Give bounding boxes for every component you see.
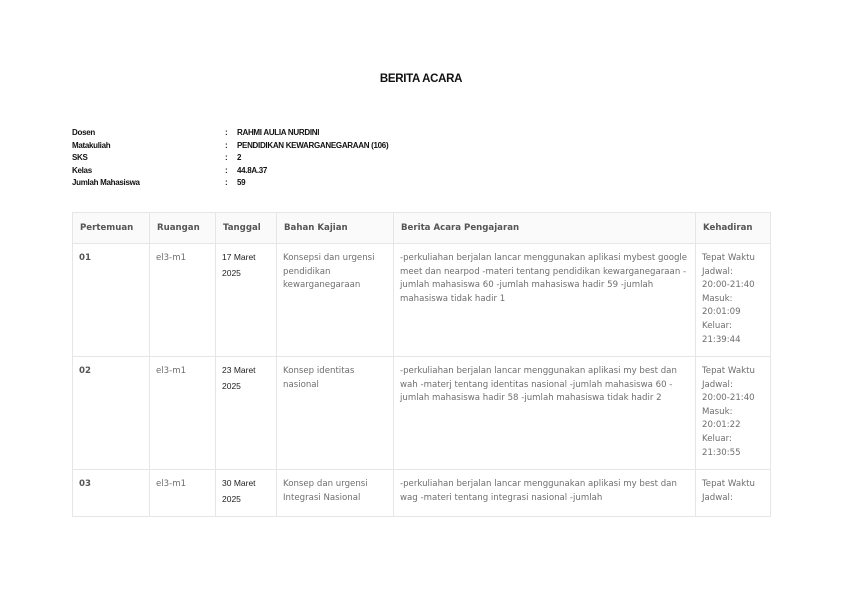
kehadiran-masuk: 20:01:09: [702, 307, 741, 318]
cell-tanggal: 17 Maret 2025: [216, 244, 277, 357]
info-label: Kelas: [72, 165, 92, 175]
info-row-kelas: [72, 165, 388, 178]
info-row-matakuliah: [72, 140, 388, 153]
info-row-sks: [72, 152, 388, 165]
kehadiran-keluar-label: Keluar:: [702, 433, 732, 444]
kehadiran-jadwal: 20:00-21:40: [702, 393, 755, 404]
cell-tanggal: 30 Maret 2025: [216, 470, 277, 517]
kehadiran-jadwal: 20:00-21:40: [702, 280, 755, 291]
kehadiran-jadwal-label: Jadwal:: [702, 492, 733, 503]
cell-pertemuan: 02: [73, 357, 150, 470]
cell-ruangan: el3-m1: [150, 357, 216, 470]
cell-pertemuan: 01: [73, 244, 150, 357]
cell-bahan-kajian: Konsep identitas nasional: [277, 357, 394, 470]
info-value: 44.8A.37: [237, 165, 268, 175]
info-colon: :: [225, 153, 228, 163]
header-tanggal: Tanggal: [216, 213, 277, 244]
info-value: PENDIDIKAN KEWARGANEGARAAN (106): [237, 140, 389, 150]
info-colon: :: [225, 165, 228, 175]
cell-kehadiran: [696, 244, 771, 357]
cell-bahan-kajian: Konsep dan urgensi Integrasi Nasional: [277, 470, 394, 517]
info-row-dosen: [72, 127, 388, 140]
kehadiran-status: Tepat Waktu: [702, 253, 755, 263]
cell-tanggal: 23 Maret 2025: [216, 357, 277, 470]
header-ruangan: Ruangan: [150, 213, 216, 244]
info-value: 59: [237, 178, 246, 188]
kehadiran-keluar: 21:30:55: [702, 447, 741, 458]
kehadiran-status: Tepat Waktu: [702, 366, 755, 376]
kehadiran-jadwal-label: Jadwal:: [702, 379, 733, 390]
cell-ruangan: el3-m1: [150, 244, 216, 357]
table-header-row: [73, 213, 771, 244]
kehadiran-jadwal-label: Jadwal:: [702, 266, 733, 277]
cell-kehadiran: [696, 357, 771, 470]
kehadiran-status: Tepat Waktu: [702, 479, 755, 489]
kehadiran-masuk-label: Masuk:: [702, 293, 733, 304]
table-row: [73, 244, 771, 357]
cell-berita-acara: -perkuliahan berjalan lancar menggunakan aplikasi mybest google meet dan nearpod -materi tentang pendidikan kewarganegaraan -jumlah mahasiswa 60 -jumlah mahasiswa hadir 59 -jumlah mahasiswa tidak hadir 1: [394, 244, 696, 357]
cell-kehadiran: [696, 470, 771, 517]
info-colon: :: [225, 178, 228, 188]
cell-ruangan: el3-m1: [150, 470, 216, 517]
info-label: Matakuliah: [72, 140, 111, 150]
header-kehadiran: Kehadiran: [696, 213, 771, 244]
table-row: [73, 357, 771, 470]
info-label: Dosen: [72, 128, 95, 137]
info-label: Jumlah Mahasiswa: [72, 178, 140, 188]
page-title: BERITA ACARA: [379, 73, 463, 85]
info-value: 2: [237, 153, 242, 163]
table-row: [73, 470, 771, 517]
course-info: [72, 127, 388, 190]
info-label: SKS: [72, 153, 88, 163]
berita-acara-table: [72, 212, 771, 517]
kehadiran-keluar-label: Keluar:: [702, 320, 732, 331]
cell-bahan-kajian: Konsepsi dan urgensi pendidikan kewarganegaraan: [277, 244, 394, 357]
header-berita-acara: Berita Acara Pengajaran: [394, 213, 696, 244]
header-pertemuan: Pertemuan: [73, 213, 150, 244]
kehadiran-masuk-label: Masuk:: [702, 406, 733, 417]
cell-berita-acara: -perkuliahan berjalan lancar menggunakan aplikasi my best dan wag -materi tentang integrasi nasional -jumlah: [394, 470, 696, 517]
header-bahan-kajian: Bahan Kajian: [277, 213, 394, 244]
kehadiran-masuk: 20:01:22: [702, 420, 741, 431]
info-row-jumlah-mahasiswa: [72, 177, 388, 190]
kehadiran-keluar: 21:39:44: [702, 334, 741, 345]
info-colon: :: [225, 140, 228, 150]
cell-berita-acara: -perkuliahan berjalan lancar menggunakan aplikasi my best dan wah -materj tentang identitas nasional -jumlah mahasiswa 60 -jumlah mahasiswa hadir 58 -jumlah mahasiswa tidak hadir 2: [394, 357, 696, 470]
info-value: RAHMI AULIA NURDINI: [237, 128, 320, 137]
cell-pertemuan: 03: [73, 470, 150, 517]
info-colon: :: [225, 128, 228, 137]
